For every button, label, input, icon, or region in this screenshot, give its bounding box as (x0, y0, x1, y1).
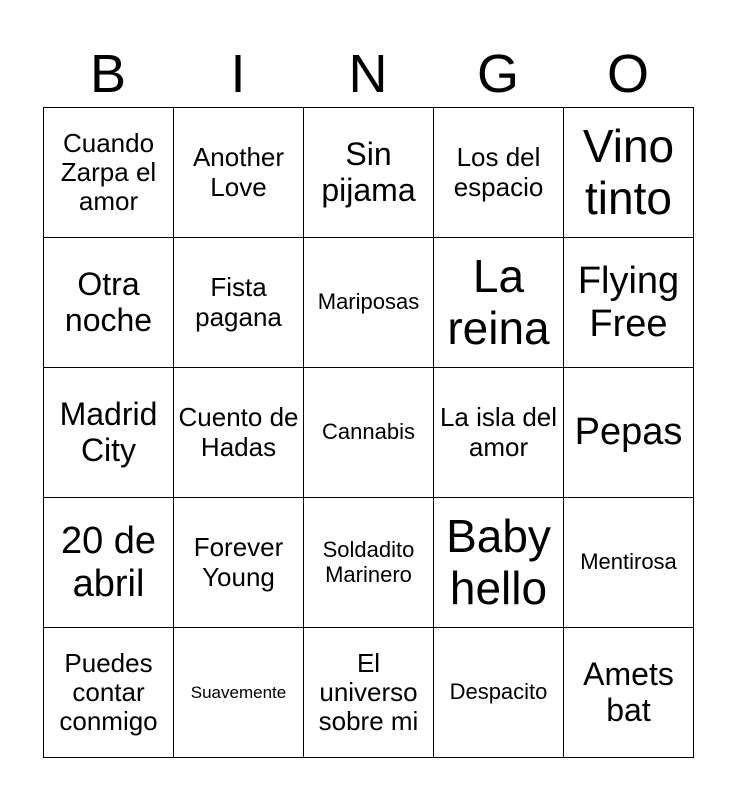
bingo-cell: La isla del amor (434, 368, 564, 498)
bingo-cell: Sin pijama (304, 108, 434, 238)
bingo-cell: Cuento de Hadas (174, 368, 304, 498)
header-letter-b: B (89, 44, 127, 104)
bingo-cell: Another Love (174, 108, 304, 238)
bingo-cell: La reina (434, 238, 564, 368)
bingo-cell: Cannabis (304, 368, 434, 498)
bingo-cell: Puedes contar conmigo (44, 628, 174, 758)
bingo-cell: Despacito (434, 628, 564, 758)
header-letter-i: I (230, 44, 246, 104)
bingo-cell: Pepas (564, 368, 694, 498)
bingo-cell: El universo sobre mi (304, 628, 434, 758)
bingo-cell: Otra noche (44, 238, 174, 368)
bingo-cell: Vino tinto (564, 108, 694, 238)
header-letter-o: O (606, 44, 649, 104)
bingo-row (44, 368, 694, 498)
bingo-cell: 20 de abril (44, 498, 174, 628)
bingo-cell: Forever Young (174, 498, 304, 628)
bingo-cell: Baby hello (434, 498, 564, 628)
header-letter-n: N (348, 44, 388, 104)
bingo-cell: Los del espacio (434, 108, 564, 238)
bingo-cell: Madrid City (44, 368, 174, 498)
bingo-card (43, 107, 694, 758)
bingo-cell: Amets bat (564, 628, 694, 758)
bingo-cell: Mentirosa (564, 498, 694, 628)
bingo-cell: Cuando Zarpa el amor (44, 108, 174, 238)
bingo-cell: Mariposas (304, 238, 434, 368)
bingo-cell: Flying Free (564, 238, 694, 368)
bingo-row (44, 108, 694, 238)
header-letter-g: G (476, 44, 519, 104)
bingo-cell: Soldadito Marinero (304, 498, 434, 628)
bingo-cell: Suavemente (174, 628, 304, 758)
bingo-row (44, 498, 694, 628)
bingo-row (44, 238, 694, 368)
bingo-cell: Fista pagana (174, 238, 304, 368)
bingo-header (43, 40, 693, 108)
bingo-row (44, 628, 694, 758)
